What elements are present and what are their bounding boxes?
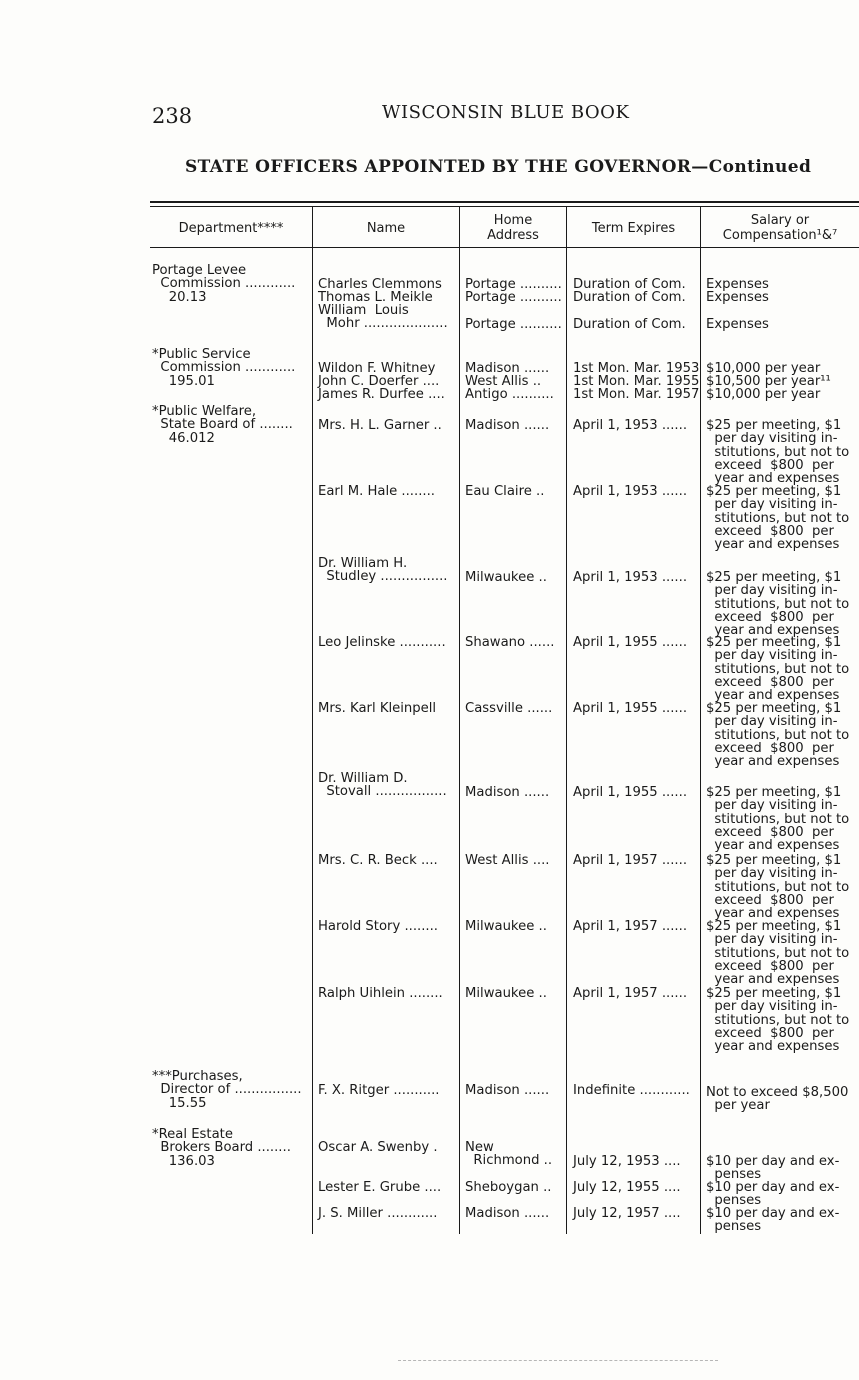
row-term: 1st Mon. Mar. 1955 (573, 374, 700, 389)
table-title: STATE OFFICERS APPOINTED BY THE GOVERNOR—Continued (185, 157, 812, 177)
row-salary: $25 per meeting, $1 per day visiting in- stitutions, but not to exceed $800 per year and expenses (706, 785, 850, 854)
row-address: Portage .......... (465, 290, 562, 305)
row-salary: $25 per meeting, $1 per day visiting in- stitutions, but not to exceed $800 per year and expenses (706, 701, 850, 770)
row-term: Indefinite ............ (573, 1083, 690, 1098)
header-term: Term Expires (591, 220, 676, 236)
row-name: John C. Doerfer .... (318, 374, 440, 389)
department-portage-levee: Portage Levee Commission ............ 20.13 (152, 263, 296, 305)
department-public-welfare: *Public Welfare, State Board of ........ 46.012 (152, 404, 293, 446)
row-address: Shawano ...... (465, 635, 555, 650)
row-term: April 1, 1957 ...... (573, 919, 688, 934)
header-name: Name (366, 220, 406, 236)
header-address: Home Address (487, 213, 539, 243)
row-address: Portage .......... (465, 277, 562, 292)
row-term: July 12, 1953 .... (573, 1154, 681, 1169)
row-salary: Expenses (706, 290, 769, 305)
row-salary: Expenses (706, 277, 769, 292)
row-term: April 1, 1953 ...... (573, 570, 688, 585)
row-name: Mrs. H. L. Garner .. (318, 418, 442, 433)
department-purchases: ***Purchases, Director of ................ 15.55 (152, 1069, 302, 1111)
row-salary: $25 per meeting, $1 per day visiting in- stitutions, but not to exceed $800 per year and expenses (706, 635, 850, 704)
row-name: William Louis Mohr .................... (318, 303, 448, 332)
row-name: Mrs. Karl Kleinpell (318, 701, 437, 716)
row-salary: $25 per meeting, $1 per day visiting in- stitutions, but not to exceed $800 per year and expenses (706, 919, 850, 988)
row-name: Dr. William H. Studley ................ (318, 556, 448, 585)
top-rule-thin (150, 206, 859, 207)
row-address: Eau Claire .. (465, 484, 545, 499)
row-term: April 1, 1955 ...... (573, 785, 688, 800)
row-name: Harold Story ........ (318, 919, 438, 934)
row-salary: $10,000 per year (706, 387, 821, 402)
row-term: Duration of Com. (573, 277, 686, 292)
running-head: WISCONSIN BLUE BOOK (382, 102, 630, 123)
row-address: Milwaukee .. (465, 919, 547, 934)
row-address: New Richmond .. (465, 1140, 553, 1169)
row-salary: $25 per meeting, $1 per day visiting in- stitutions, but not to exceed $800 per year and expenses (706, 570, 850, 639)
row-name: Dr. William D. Stovall ................. (318, 771, 447, 800)
row-address: Madison ...... (465, 361, 550, 376)
row-salary: Expenses (706, 317, 769, 332)
row-name: James R. Durfee .... (318, 387, 445, 402)
row-salary: $10 per day and ex- penses (706, 1206, 840, 1235)
row-salary: $25 per meeting, $1 per day visiting in- stitutions, but not to exceed $800 per year and expenses (706, 418, 850, 487)
column-divider (566, 206, 567, 1234)
row-address: Madison ...... (465, 1083, 550, 1098)
row-term: April 1, 1953 ...... (573, 418, 688, 433)
row-address: Madison ...... (465, 418, 550, 433)
row-name: Ralph Uihlein ........ (318, 986, 443, 1001)
row-term: 1st Mon. Mar. 1957 (573, 387, 700, 402)
row-salary: $25 per meeting, $1 per day visiting in- stitutions, but not to exceed $800 per year and expenses (706, 853, 850, 922)
row-term: April 1, 1955 ...... (573, 701, 688, 716)
row-name: J. S. Miller ............ (318, 1206, 438, 1221)
row-salary: $10 per day and ex- penses (706, 1180, 840, 1209)
row-name: Wildon F. Whitney (318, 361, 436, 376)
row-address: Sheboygan .. (465, 1180, 552, 1195)
row-address: Antigo .......... (465, 387, 554, 402)
row-name: Oscar A. Swenby . (318, 1140, 438, 1155)
row-name: Mrs. C. R. Beck .... (318, 853, 438, 868)
department-public-service: *Public Service Commission ............ 195.01 (152, 347, 296, 389)
row-name: Lester E. Grube .... (318, 1180, 442, 1195)
header-salary: Salary or Compensation¹&⁷ (722, 213, 838, 243)
row-term: April 1, 1957 ...... (573, 986, 688, 1001)
row-term: April 1, 1957 ...... (573, 853, 688, 868)
row-address: West Allis .. (465, 374, 542, 389)
row-salary: $25 per meeting, $1 per day visiting in- stitutions, but not to exceed $800 per year and expenses (706, 484, 850, 553)
row-name: F. X. Ritger ........... (318, 1083, 440, 1098)
row-address: Madison ...... (465, 785, 550, 800)
row-salary: Not to exceed $8,500 per year (706, 1085, 849, 1114)
row-salary: $10 per day and ex- penses (706, 1154, 840, 1183)
row-term: Duration of Com. (573, 290, 686, 305)
row-name: Charles Clemmons (318, 277, 442, 292)
row-salary: $10,000 per year (706, 361, 821, 376)
column-divider (700, 206, 701, 1234)
row-name: Earl M. Hale ........ (318, 484, 435, 499)
scan-artifact-line (398, 1360, 718, 1361)
row-name: Leo Jelinske ........... (318, 635, 446, 650)
header-department: Department**** (178, 220, 284, 236)
row-address: Milwaukee .. (465, 570, 547, 585)
row-term: April 1, 1955 ...... (573, 635, 688, 650)
top-rule (150, 201, 859, 203)
department-real-estate: *Real Estate Brokers Board ........ 136.03 (152, 1127, 291, 1169)
row-term: July 12, 1957 .... (573, 1206, 681, 1221)
row-term: Duration of Com. (573, 317, 686, 332)
row-name: Thomas L. Meikle (318, 290, 433, 305)
column-divider (312, 206, 313, 1234)
row-address: Portage .......... (465, 317, 562, 332)
row-address: West Allis .... (465, 853, 550, 868)
page-number: 238 (152, 104, 193, 128)
row-term: April 1, 1953 ...... (573, 484, 688, 499)
row-salary: $25 per meeting, $1 per day visiting in- stitutions, but not to exceed $800 per year and expenses (706, 986, 850, 1055)
header-rule (150, 247, 859, 248)
row-address: Madison ...... (465, 1206, 550, 1221)
row-term: July 12, 1955 .... (573, 1180, 681, 1195)
row-address: Milwaukee .. (465, 986, 547, 1001)
row-salary: $10,500 per year¹¹ (706, 374, 831, 389)
row-term: 1st Mon. Mar. 1953 (573, 361, 700, 376)
row-address: Cassville ...... (465, 701, 553, 716)
column-divider (459, 206, 460, 1234)
